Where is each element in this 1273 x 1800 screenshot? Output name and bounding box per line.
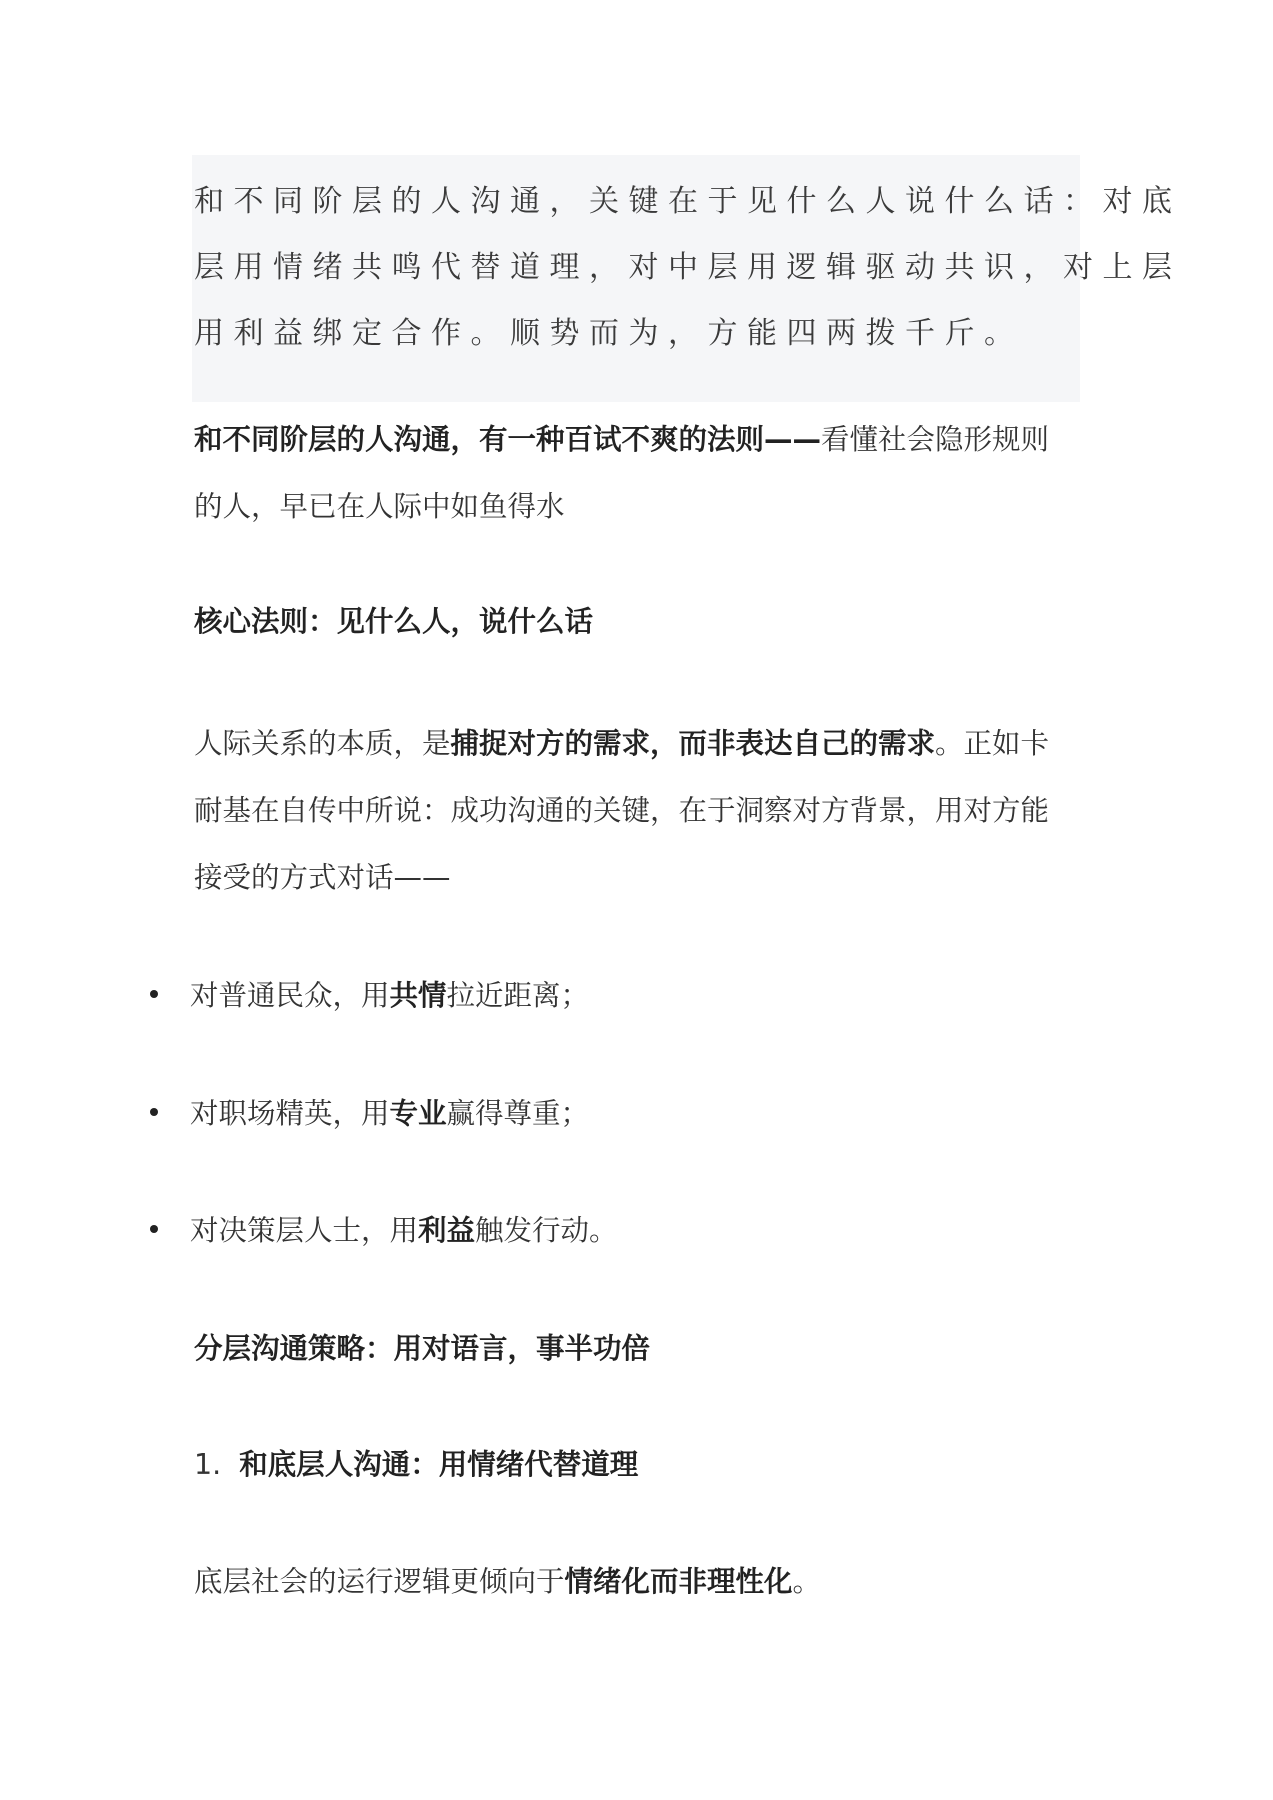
essence-line-1-post: 。正如卡 <box>935 727 1050 760</box>
summary-box <box>192 155 1182 402</box>
bullet-icon <box>150 1108 158 1116</box>
intro-bold: 和不同阶层的人沟通，有一种百试不爽的法则—— <box>194 423 822 456</box>
intro-line-1-rest: 看懂社会隐形规则 <box>821 423 1050 456</box>
last-paragraph <box>194 1562 1084 1602</box>
bullet-1-bold: 共情 <box>389 979 447 1012</box>
bullet-3-post: 触发行动。 <box>475 1214 618 1247</box>
summary-line-3: 用利益绑定合作。顺势而为，方能四两拨千斤。 <box>194 316 1024 351</box>
bullet-1-pre: 对普通民众，用 <box>190 979 390 1012</box>
intro-paragraph <box>194 406 1084 540</box>
bullet-icon <box>150 990 158 998</box>
bullet-1-post: 拉近距离； <box>446 979 590 1012</box>
last-para-post: 。 <box>792 1565 822 1598</box>
essence-paragraph <box>194 710 1084 911</box>
bullet-3-pre: 对决策层人士，用 <box>190 1214 419 1247</box>
bullet-2-bold: 专业 <box>389 1097 447 1130</box>
last-para-bold: 情绪化而非理性化 <box>564 1565 793 1598</box>
subsection-number: 1. <box>194 1448 222 1481</box>
last-para-pre: 底层社会的运行逻辑更倾向于 <box>194 1565 565 1598</box>
essence-line-1 <box>194 710 1084 777</box>
bullet-2-pre: 对职场精英，用 <box>190 1097 390 1130</box>
bullet-3-bold: 利益 <box>418 1214 476 1247</box>
intro-line-2: 的人，早已在人际中如鱼得水 <box>194 490 565 523</box>
summary-line-1: 和不同阶层的人沟通，关键在于见什么人说什么话：对底 <box>194 184 1182 219</box>
list-item <box>150 1094 589 1134</box>
list-item <box>150 976 589 1016</box>
subsection-title: 和底层人沟通：用情绪代替道理 <box>239 1448 639 1481</box>
bullet-2-post: 赢得尊重； <box>446 1097 590 1130</box>
intro-line-1 <box>194 406 1084 473</box>
summary-line-2: 层用情绪共鸣代替道理，对中层用逻辑驱动共识，对上层 <box>194 250 1182 285</box>
list-item <box>150 1211 618 1251</box>
heading-core-rule: 核心法则：见什么人，说什么话 <box>194 605 594 638</box>
essence-line-2: 耐基在自传中所说：成功沟通的关键，在于洞察对方背景，用对方能 <box>194 794 1050 827</box>
essence-line-3: 接受的方式对话—— <box>194 861 451 894</box>
essence-line-1-pre: 人际关系的本质，是 <box>194 727 451 760</box>
heading-layered-strategy: 分层沟通策略：用对语言，事半功倍 <box>194 1332 651 1365</box>
bullet-icon <box>150 1225 158 1233</box>
essence-bold: 捕捉对方的需求，而非表达自己的需求 <box>450 727 936 760</box>
heading-subsection-1 <box>194 1445 1084 1485</box>
